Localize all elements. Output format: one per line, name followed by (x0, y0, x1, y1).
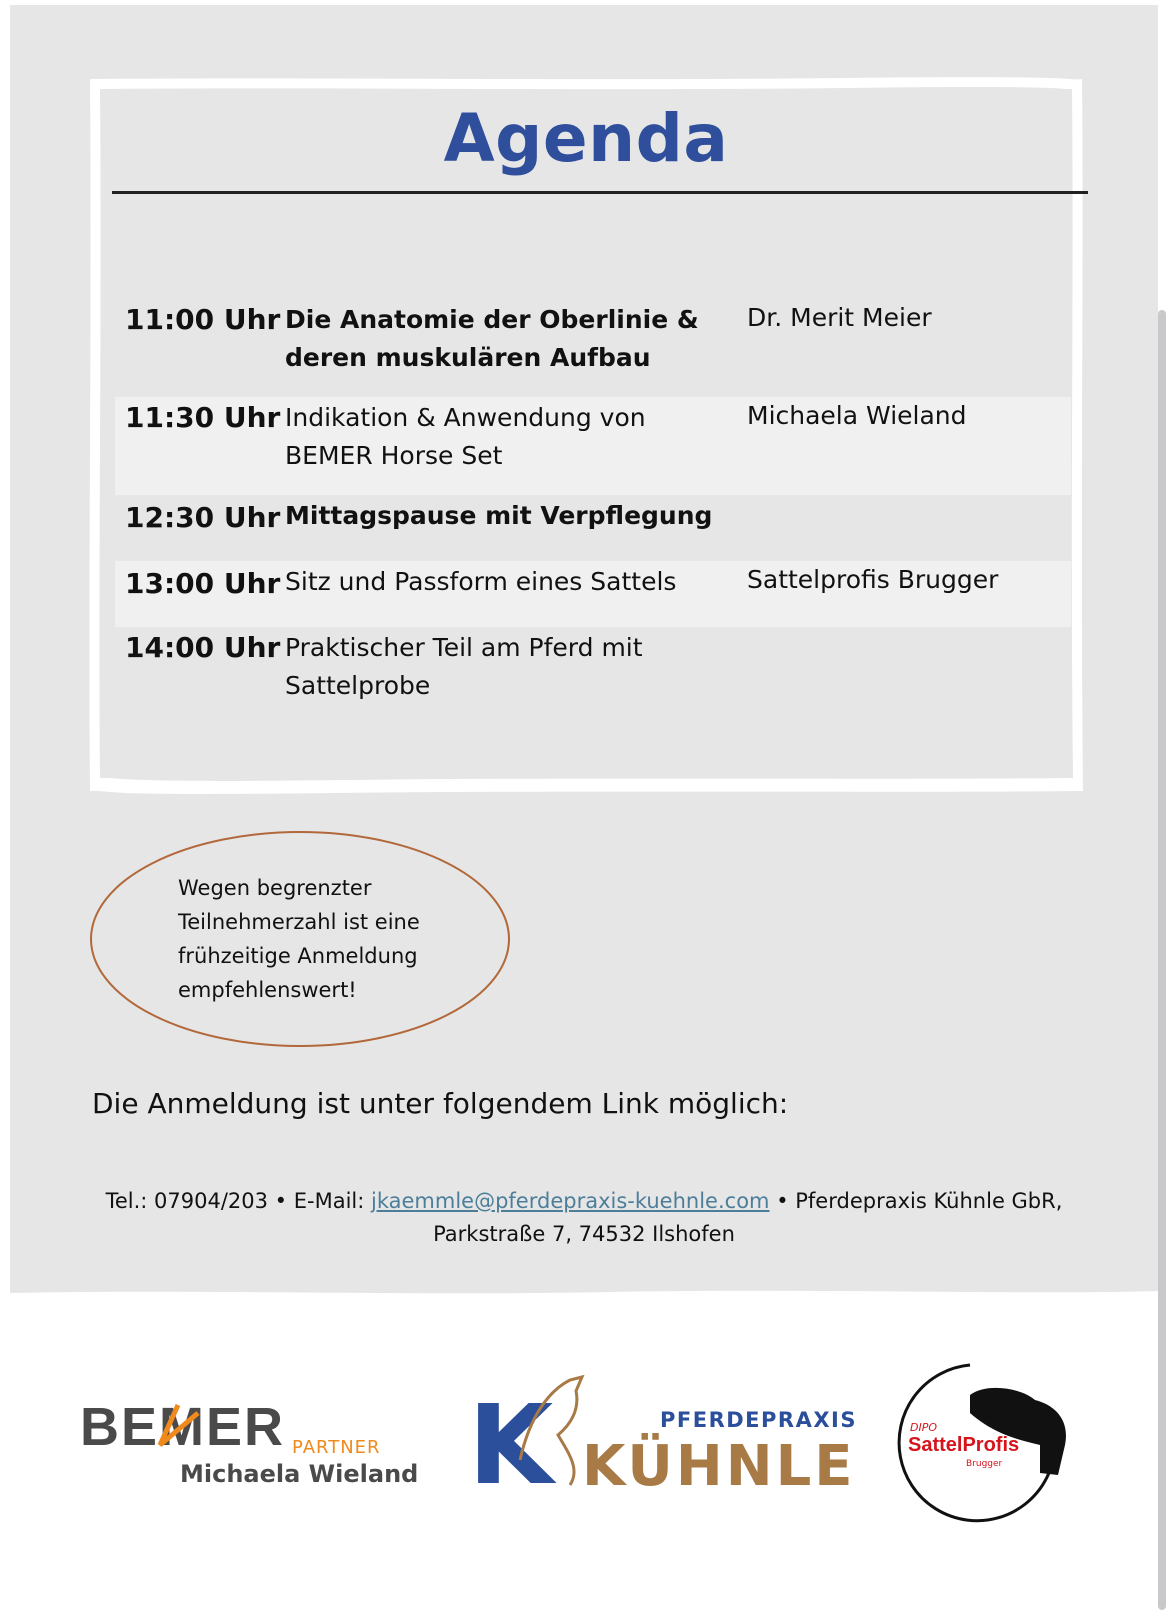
kuehnle-k: K (468, 1381, 554, 1509)
contact-phone: Tel.: 07904/203 • E-Mail: (105, 1189, 365, 1213)
signup-text: Die Anmeldung ist unter folgendem Link möglich: (92, 1087, 789, 1120)
note-line: Teilnehmerzahl ist eine (178, 910, 420, 934)
sattel-brand: SattelProfis (908, 1434, 1020, 1456)
bemer-logo (80, 1397, 418, 1488)
sattel-sub: Brugger (966, 1459, 1003, 1469)
note-line: Wegen begrenzter (178, 876, 372, 900)
bemer-name: Michaela Wieland (180, 1460, 419, 1488)
agenda-time: 14:00 Uhr (125, 631, 281, 664)
agenda-title: Agenda (443, 100, 729, 177)
kuehnle-bottom: KÜHNLE (582, 1434, 856, 1499)
contact-address: Parkstraße 7, 74532 Ilshofen (433, 1222, 735, 1246)
scrollbar[interactable] (1158, 310, 1166, 1610)
note-line: empfehlenswert! (178, 978, 357, 1002)
agenda-time: 11:30 Uhr (125, 401, 281, 434)
kuehnle-top: PFERDEPRAXIS (660, 1408, 857, 1432)
agenda-speaker: Dr. Merit Meier (747, 303, 932, 332)
flyer-background (10, 5, 1158, 1295)
email-link[interactable]: jkaemmle@pferdepraxis-kuehnle.com (371, 1189, 770, 1213)
note-text (178, 871, 468, 1007)
note-line: frühzeitige Anmeldung (178, 944, 418, 968)
agenda-row (115, 397, 1071, 495)
contact-company: • Pferdepraxis Kühnle GbR, (776, 1189, 1063, 1213)
bemer-partner: PARTNER (292, 1437, 381, 1458)
agenda-time: 12:30 Uhr (125, 501, 281, 534)
bemer-wordmark: BEMER (80, 1397, 286, 1457)
contact-info (10, 1185, 1158, 1251)
logos-svg (10, 1295, 1158, 1604)
kuehnle-logo (468, 1377, 857, 1509)
agenda-topic: Praktischer Teil am Pferd mit Sattelprobe (285, 633, 643, 700)
sattel-small: DIPO (910, 1421, 938, 1434)
agenda-row (115, 561, 1071, 627)
agenda-row (115, 627, 1071, 717)
agenda-time: 11:00 Uhr (125, 303, 281, 336)
agenda-topic: Mittagspause mit Verpflegung (285, 501, 713, 530)
sattelprofis-logo (899, 1365, 1066, 1521)
flyer-page (10, 5, 1158, 1604)
agenda-speaker: Michaela Wieland (747, 401, 967, 430)
title-divider (112, 191, 1088, 194)
agenda-topic: Indikation & Anwendung von BEMER Horse Set (285, 403, 646, 470)
agenda-row (115, 295, 1071, 381)
agenda-speaker: Sattelprofis Brugger (747, 565, 999, 594)
agenda-topic: Die Anatomie der Oberlinie & deren muskulären Aufbau (285, 305, 699, 372)
agenda-topic: Sitz und Passform eines Sattels (285, 567, 677, 596)
registration-note (88, 828, 512, 1054)
agenda-time: 13:00 Uhr (125, 567, 281, 600)
sponsor-logos (10, 1295, 1158, 1604)
agenda-row (115, 495, 1071, 561)
agenda-box (84, 75, 1088, 797)
